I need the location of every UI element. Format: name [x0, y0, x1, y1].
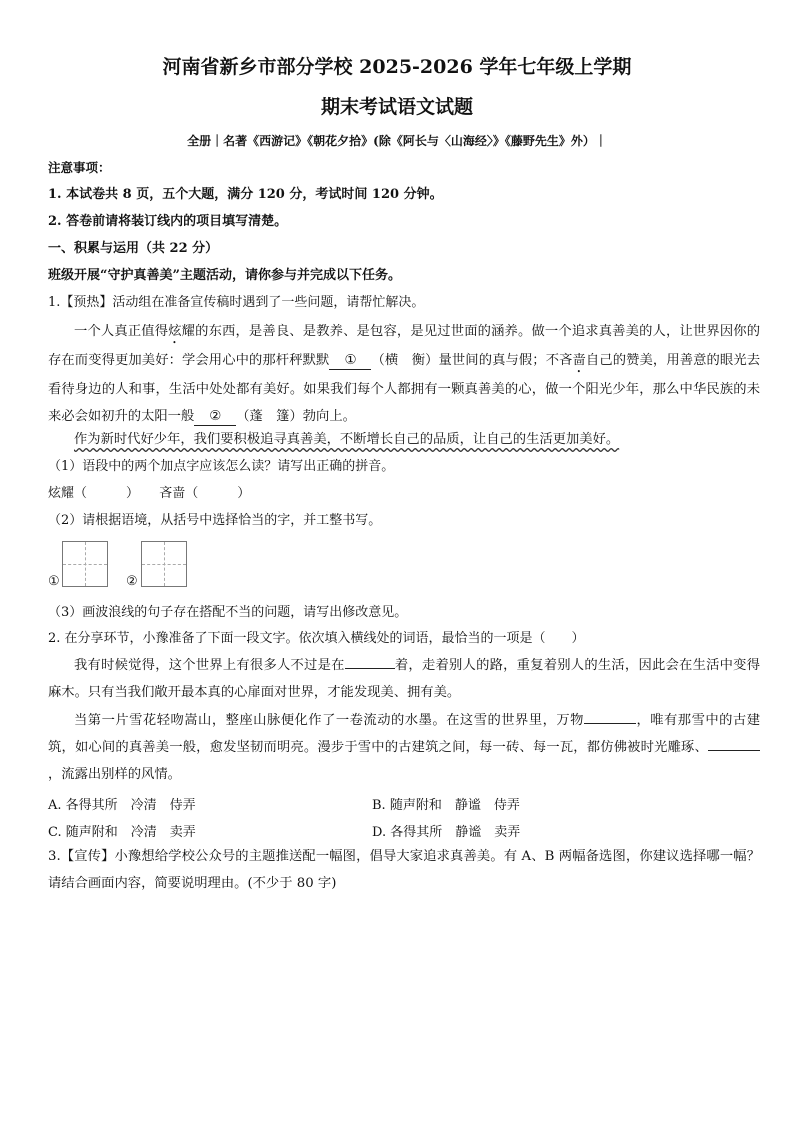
- pinyin-line: [48, 485, 758, 503]
- pinyin-answer-2[interactable]: 吝啬（ ）: [159, 486, 251, 501]
- pinyin-answer-1[interactable]: 炫耀（ ）: [48, 486, 140, 501]
- grid-label-1: ①: [48, 574, 60, 589]
- dotted-char: 炫: [168, 324, 182, 339]
- question-1-sub-2: （2）请根据语境，从括号中选择恰当的字，并工整书写。: [48, 513, 382, 528]
- notes-heading: 注意事项：: [48, 160, 111, 175]
- passage-text: ，唯有那雪中的古建筑，如心间的真善美一般，愈发坚韧而明亮。漫步于雪中的古建筑之间，每一砖、每一瓦，都仿佛被时光雕琢、: [48, 713, 761, 755]
- answer-blank-a[interactable]: [345, 668, 395, 669]
- option-c[interactable]: C. 随声附和 冷清 卖弄: [48, 825, 196, 840]
- section-intro: 班级开展“守护真善美”主题活动，请你参与并完成以下任务。: [48, 268, 401, 283]
- question-2-passage-2: [48, 707, 760, 788]
- question-3-stem: 3.【宣传】小豫想给学校公众号的主题推送配一幅图，倡导大家追求真善美。有 A、B 两幅备选图，你建议选择哪一幅？请结合画面内容，简要说明理由。(不少于 80 字): [48, 849, 760, 891]
- option-d[interactable]: D. 各得其所 静谧 卖弄: [372, 825, 521, 840]
- dotted-char: 啬: [572, 353, 586, 368]
- question-1-wavy-sentence: [48, 426, 760, 453]
- passage-text: 着，走着别人的路，重复着别人的生活，因此会在生活中变得麻木。只有当我们敞开最本真的心扉面对世界，才能发现美、拥有美。: [48, 658, 761, 700]
- question-1-sub-3: （3）画波浪线的句子存在搭配不当的问题，请写出修改意见。: [48, 605, 408, 620]
- question-2-passage-1: [48, 652, 760, 706]
- exam-scope: 全册｜名著《西游记》《朝花夕拾》(除《阿长与〈山海经〉》《藤野先生》外）｜: [187, 134, 607, 148]
- passage-text: （横 衡）量世间的真与假；不吝: [371, 353, 573, 368]
- wavy-underlined-sentence: 作为新时代好少年，我们要积极追寻真善美，不断增长自己的品质，让自己的生活更加美好。: [74, 432, 620, 447]
- section-heading: 一、积累与运用（共 22 分）: [48, 241, 219, 256]
- question-1-stem: 1.【预热】活动组在准备宣传稿时遇到了一些问题，请帮忙解决。: [48, 295, 425, 310]
- passage-text: 一个人真正值得: [74, 324, 169, 339]
- passage-text: ，流露出别样的风情。: [48, 767, 181, 782]
- answer-blank-2[interactable]: ②: [194, 409, 236, 426]
- writing-grid-1[interactable]: [62, 541, 108, 587]
- option-b[interactable]: B. 随声附和 静谧 侍弄: [372, 798, 520, 813]
- passage-text: （蓬 篷）勃向上。: [236, 409, 356, 424]
- page-subtitle: 期末考试语文试题: [320, 96, 473, 118]
- grid-label-2: ②: [126, 574, 138, 589]
- notes-item-2: 2. 答卷前请将装订线内的项目填写清楚。: [48, 214, 288, 229]
- passage-text: 我有时候觉得，这个世界上有很多人不过是在: [74, 658, 345, 673]
- writing-grid-2[interactable]: [141, 541, 187, 587]
- passage-text: 当第一片雪花轻吻嵩山，整座山脉便化作了一卷流动的水墨。在这雪的世界里，万物: [74, 713, 584, 728]
- question-1-passage: [48, 318, 760, 430]
- question-2-stem: 2. 在分享环节，小豫准备了下面一段文字。依次填入横线处的词语，最恰当的一项是（ ）: [48, 631, 585, 646]
- passage-text: 耀的东西，是善良、是教养、是包容，是见过世面的涵养。做一个追求真善美的人，让世界因你的存在而变得更加美好：学会用心中的那杆秤默默: [48, 324, 761, 368]
- answer-blank-1[interactable]: ①: [329, 353, 371, 370]
- notes-item-1: 1. 本试卷共 8 页，五个大题，满分 120 分，考试时间 120 分钟。: [48, 187, 443, 202]
- passage-text: 自己的赞美，用善意的眼光去看待身边的人和事，生活中处处都有美好。如果我们每个人都拥有一颗真善美的心，做一个阳光少年，那么中华民族的未来必会如初升的太阳一般: [48, 353, 761, 424]
- question-1-sub-1: （1）语段中的两个加点字应该怎么读？请写出正确的拼音。: [48, 459, 395, 474]
- option-a[interactable]: A. 各得其所 冷清 侍弄: [48, 798, 196, 813]
- page-title: 河南省新乡市部分学校 2025-2026 学年七年级上学期: [162, 56, 632, 78]
- answer-blank-b[interactable]: [584, 723, 636, 724]
- answer-blank-c[interactable]: [708, 750, 760, 751]
